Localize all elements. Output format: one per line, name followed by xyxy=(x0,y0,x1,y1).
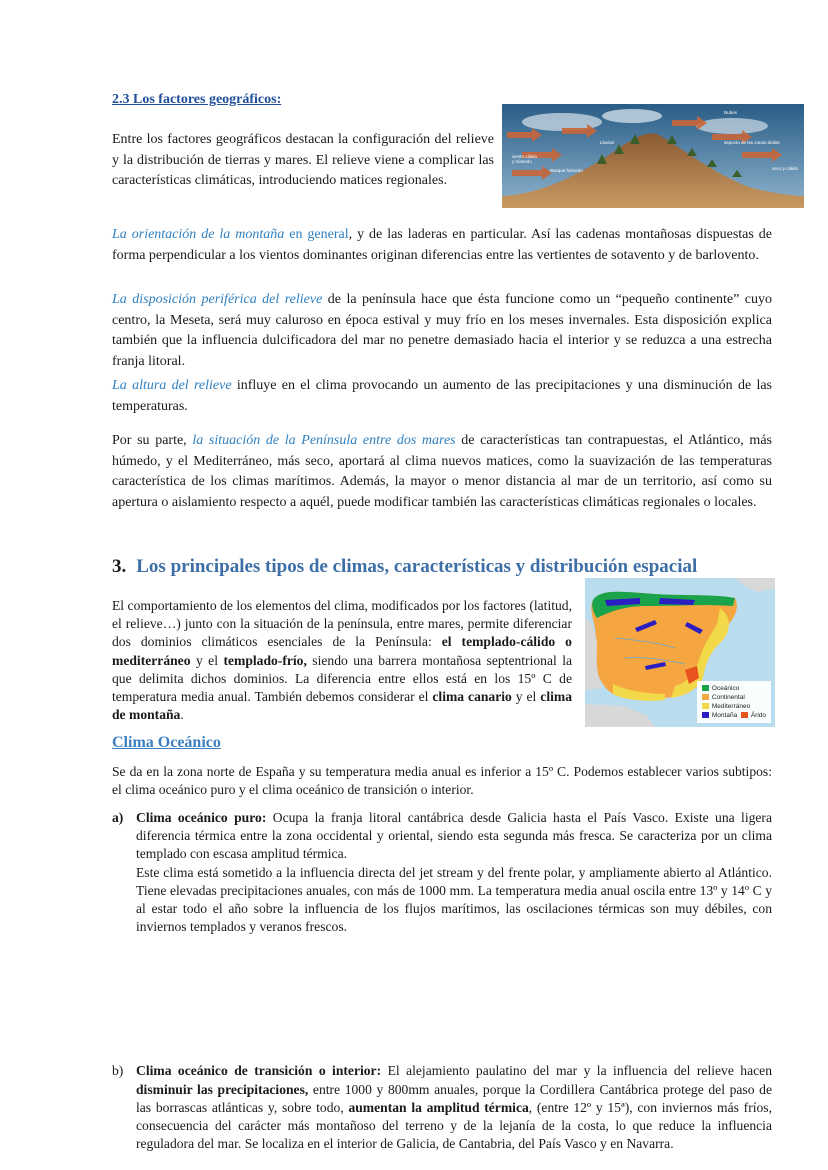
section-title-3: 3. Los principales tipos de climas, características y distribución espacial xyxy=(112,556,698,577)
legend-item-oceanico: Oceánico xyxy=(702,684,766,693)
paragraph-factores: Entre los factores geográficos destacan la configuración del relieve y la distribución de tierras y mares. El relieve viene a complicar las características climáticas, introduciendo matices regionales. xyxy=(112,132,494,189)
mountain-illustration xyxy=(502,104,804,208)
term-general: en general xyxy=(284,227,349,242)
relief-figure xyxy=(502,104,804,208)
paragraph-orientacion: La orientación de la montaña en general, y de las laderas en particular. Así las cadenas montañosas dispuestas de forma perpendicular a los vientos dominantes originan diferencias entre las vertientes de sotavento y de barlovento. xyxy=(112,227,772,263)
legend-swatch xyxy=(702,712,709,718)
paragraph-dominios: El comportamiento de los elementos del clima, modificados por los factores (latitud, el relieve…) junto con la situación de la península, entre mares, permite diferenciar dos dominios climáticos esenciales de la Península: el templado-cálido o mediterráneo y el templado-frío, siendo una barrera montañosa septentrional la que delimita dichos dominios. La diferencia entre ellos está en los 15º C de temperatura media anual. También debemos considerar el clima canario y el clima de montaña. xyxy=(112,598,572,723)
legend-item-montana-arido: Montaña Árido xyxy=(702,711,766,720)
term-disposicion: La disposición periférica del relieve xyxy=(112,292,323,307)
list-item-oceanico-puro: a) Clima oceánico puro: Ocupa la franja litoral cantábrica desde Galicia hasta el País Vasco. Existe una ligera diferencia térmica entre la zona occidental y oriental, siendo esta segunda más fresca. Se caracteriza por un clima templado con escasa amplitud térmica. Este clima está sometido a la influencia directa del jet stream y del frente polar, y ampliamente abierto al Atlántico. Tiene elevadas precipitaciones anuales, con más de 1000 mm. La temperatura media anual oscila entre 13º y 14º C y al estar todo el año sobre la influencia de los flujos marítimos, las oscilaciones térmicas son muy débiles, con inviernos templados y veranos frescos. xyxy=(112,810,772,935)
paragraph-altura: La altura del relieve influye en el clima provocando un aumento de las precipitaciones y una disminución de las temperaturas. xyxy=(112,378,772,414)
section-title-2-3: 2.3 Los factores geográficos: xyxy=(112,92,282,107)
term-orientacion: La orientación de la montaña xyxy=(112,227,285,242)
legend-swatch xyxy=(741,712,748,718)
figure-label: Nubes xyxy=(724,110,738,115)
figure-label: aspecto de las zonas áridas xyxy=(724,140,780,145)
paragraph-situacion: Por su parte, la situación de la Península entre dos mares de características tan contrapuestas, el Atlántico, más húmedo, y el Mediterráneo, más seco, aportará al clima nuevos matices, como la suavización de las temperaturas característica de los climas marítimos. Además, la mayor o menor distancia al mar de un territorio, así como su apertura o aislamiento respecto a aquél, puede modificar también las características climáticas regionales o locales. xyxy=(112,433,772,510)
figure-label: Bosque húmedo xyxy=(550,168,583,173)
climate-map xyxy=(585,578,775,727)
figure-label: seco y cálido xyxy=(772,166,799,171)
clima-oceanico-title: Clima Oceánico xyxy=(112,734,221,751)
paragraph-oceanico-intro: Se da en la zona norte de España y su temperatura media anual es inferior a 15º C. Podemos establecer varios subtipos: el clima oceánico puro y el clima oceánico de transición o interior. xyxy=(112,764,772,798)
legend-item-mediterraneo: Mediterráneo xyxy=(702,702,766,711)
map-legend xyxy=(697,681,771,723)
paragraph-disposicion: La disposición periférica del relieve de la península hace que ésta funcione como un “pequeño continente” cuyo centro, la Meseta, será muy caluroso en época estival y muy frío en los meses invernales. Esta disposición explica también que la influencia dulcificadora del mar no penetre demasiado hacia el interior y se reduzca a una estrecha franja litoral. xyxy=(112,292,772,369)
list-item-oceanico-transicion: b) Clima oceánico de transición o interior: El alejamiento paulatino del mar y la influencia del relieve hacen disminuir las precipitaciones, entre 1000 y 800mm anuales, porque la Cordillera Cantábrica protege del paso de las borrascas atlánticas y, sobre todo, aumentan la amplitud térmica, (entre 12º y 15ª), con inviernos más fríos, consecuencia del carácter más montañoso del terreno y de la lejanía de la costa, lo que reduce la influencia reguladora del mar. Se localiza en el interior de Galicia, de Cantabria, del País Vasco y en Navarra. xyxy=(112,1063,772,1152)
legend-swatch xyxy=(702,703,709,709)
figure-label: Lluvias xyxy=(600,140,615,145)
legend-swatch xyxy=(702,694,709,700)
term-altura: La altura del relieve xyxy=(112,378,232,393)
legend-item-continental: Continental xyxy=(702,693,766,702)
term-situacion: la situación de la Península entre dos mares xyxy=(192,433,456,448)
figure-label: viento cálido y húmedo xyxy=(512,154,538,164)
legend-swatch xyxy=(702,685,709,691)
